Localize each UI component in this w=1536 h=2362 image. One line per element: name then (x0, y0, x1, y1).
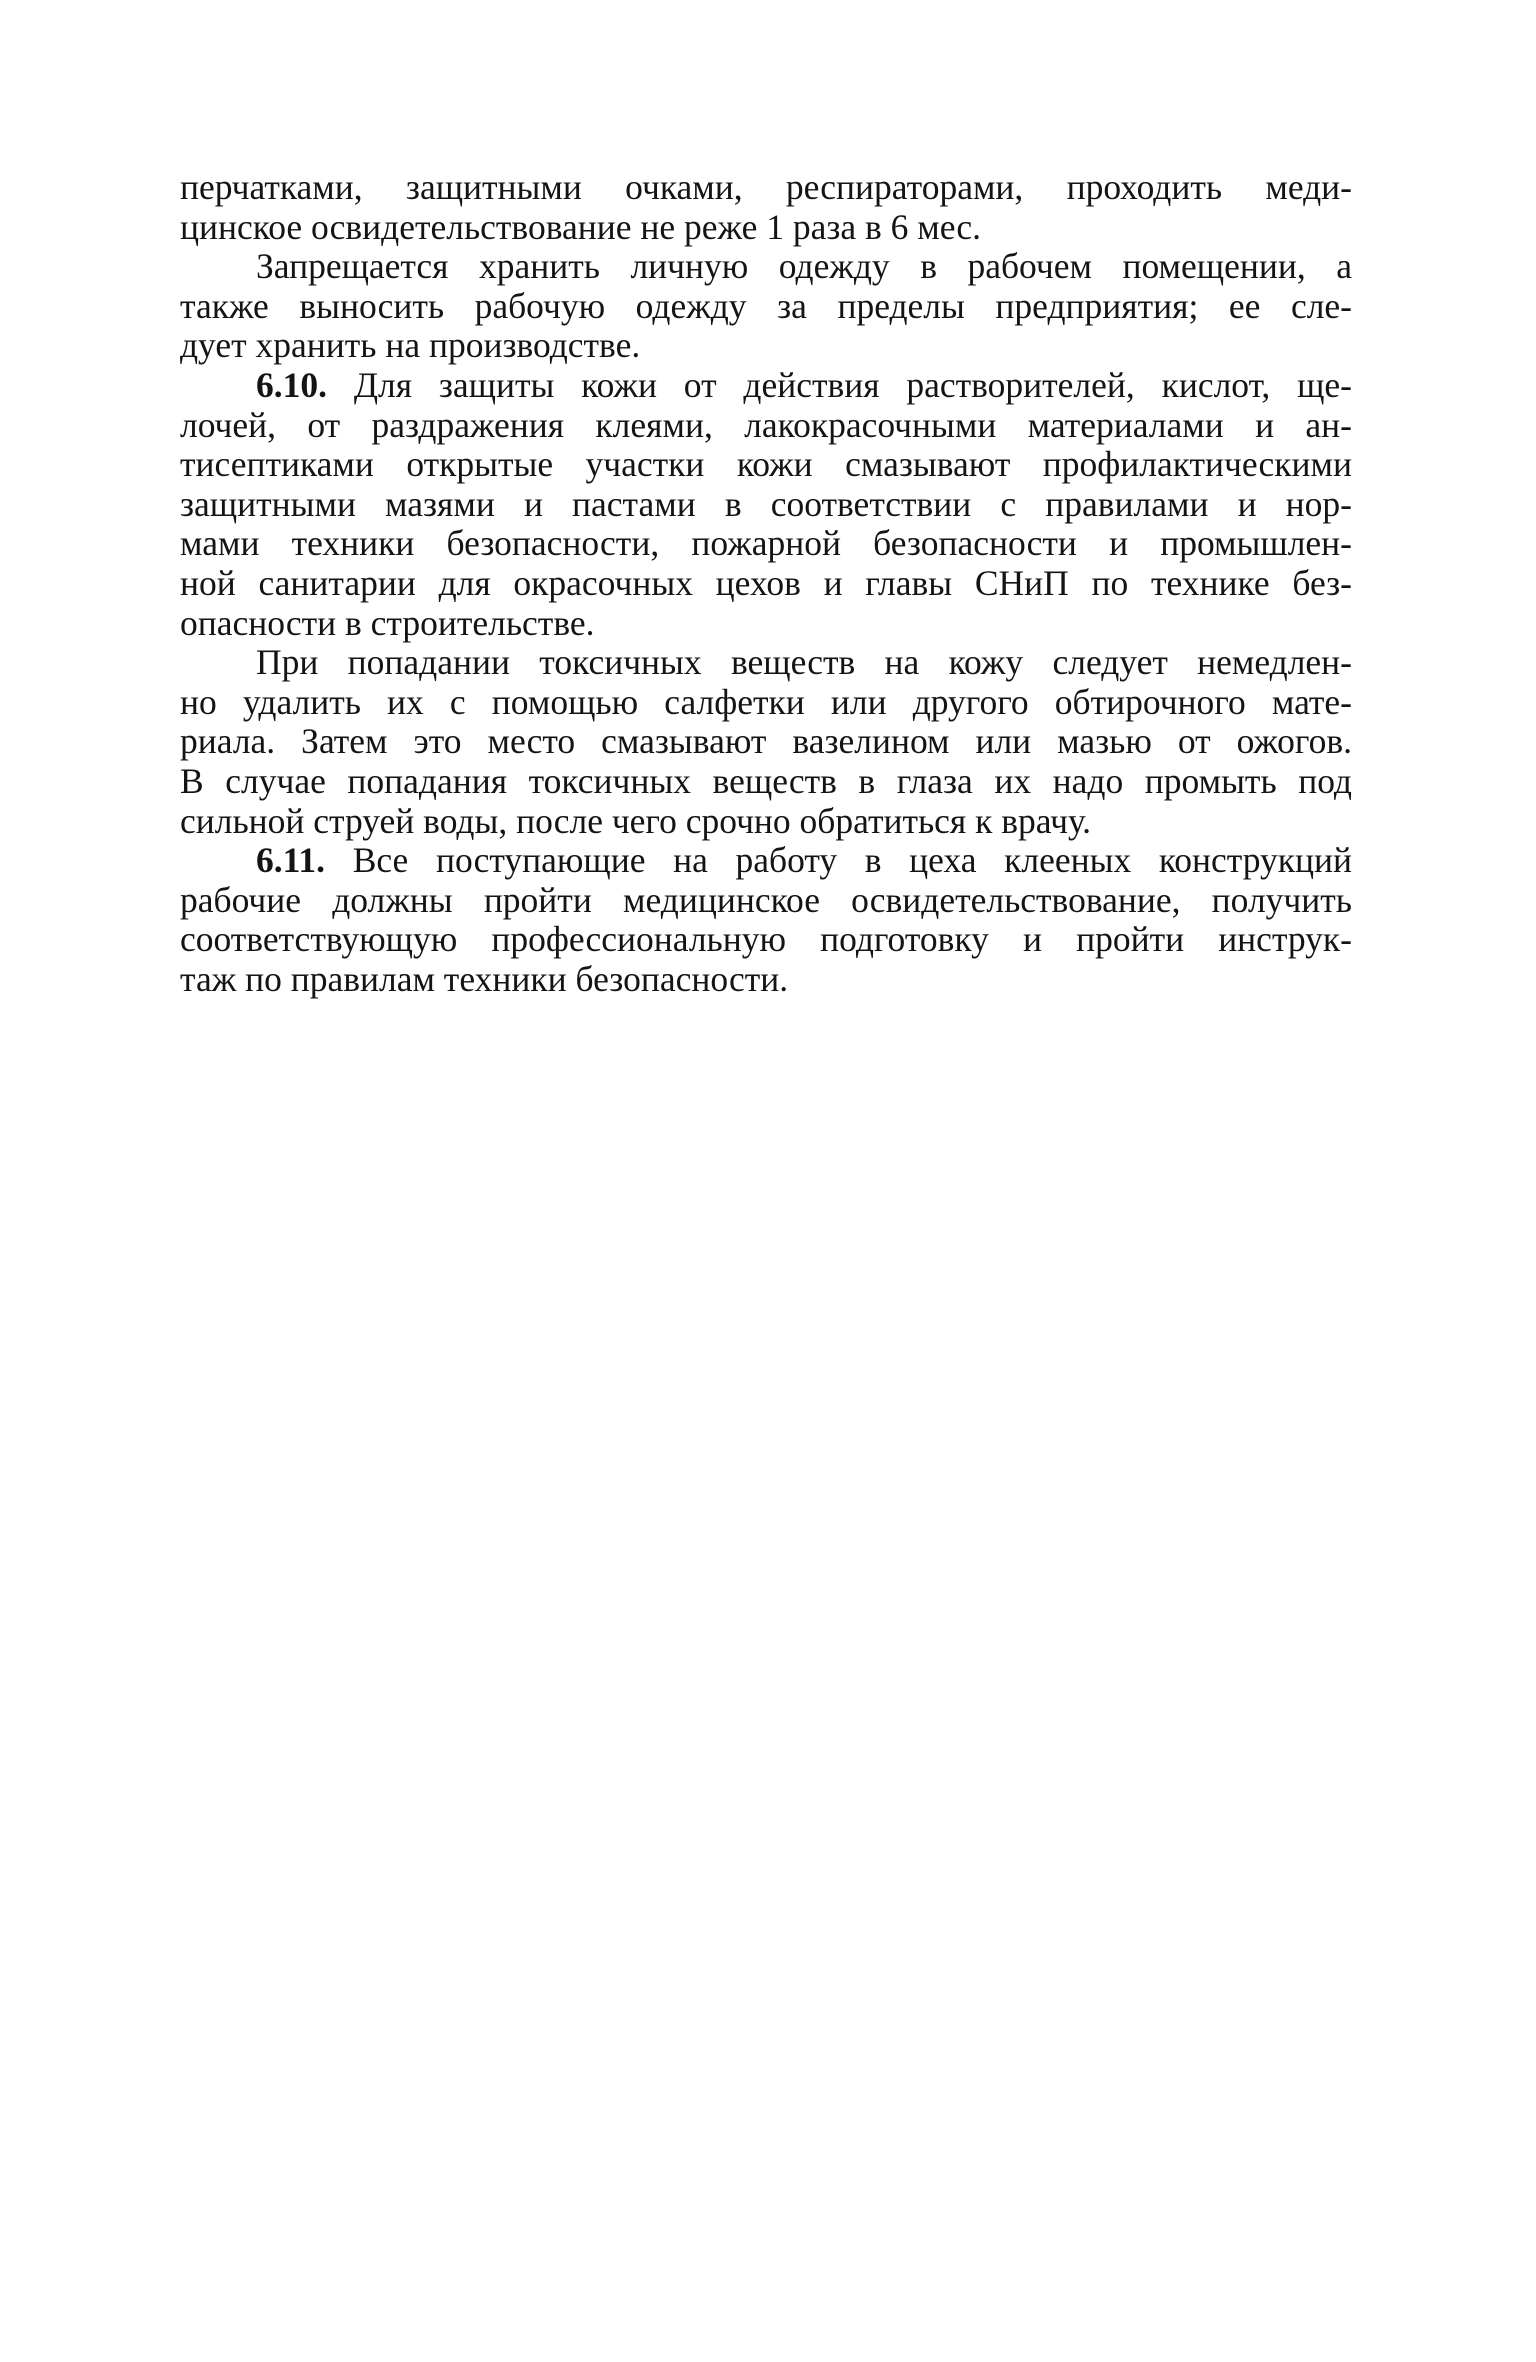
text-line: опасности в строительстве. (180, 603, 595, 643)
paragraph-section-6-11 (180, 841, 1352, 999)
text-line: соответствующую профессиональную подготовку и пройти инструк- (180, 920, 1352, 960)
text-line: также выносить рабочую одежду за пределы предприятия; ее сле- (180, 286, 1352, 326)
text-line: рабочие должны пройти медицинское освидетельствование, получить (180, 880, 1352, 920)
text-line: В случае попадания токсичных веществ в глаза их надо промыть под (180, 761, 1352, 801)
text-line: риала. Затем это место смазывают вазелином или мазью от ожогов. (180, 722, 1352, 762)
text-line: цинское освидетельствование не реже 1 раза в 6 мес. (180, 207, 981, 247)
text-line: Для защиты кожи от действия растворителей, кислот, ще- (353, 365, 1352, 405)
text-line: перчатками, защитными очками, респираторами, проходить меди- (180, 168, 1352, 207)
text-line: Запрещается хранить личную одежду в рабочем помещении, а (256, 247, 1352, 287)
paragraph-section-6-10 (180, 366, 1352, 643)
text-line: но удалить их с помощью салфетки или другого обтирочного мате- (180, 682, 1352, 722)
text-line: таж по правилам техники безопасности. (180, 959, 789, 999)
text-line: При попадании токсичных веществ на кожу следует немедлен- (256, 643, 1352, 683)
text-line-with-section-number (180, 366, 1352, 406)
section-number: 6.10. (256, 365, 327, 405)
paragraph-toxic-contact (180, 643, 1352, 841)
document-page (180, 168, 1352, 999)
paragraph-ppe-medical (180, 168, 1352, 247)
text-line: дует хранить на производстве. (180, 326, 641, 366)
text-line: сильной струей воды, после чего срочно обратиться к врачу. (180, 801, 1092, 841)
text-line: тисептиками открытые участки кожи смазывают профилактическими (180, 445, 1352, 485)
text-line-with-section-number (180, 841, 1352, 881)
text-line: ной санитарии для окрасочных цехов и главы СНиП по технике без- (180, 563, 1352, 603)
text-line: Все поступающие на работу в цеха клееных конструкций (352, 841, 1352, 881)
section-number: 6.11. (256, 841, 326, 881)
text-line: защитными мазями и пастами в соответствии с правилами и нор- (180, 484, 1352, 524)
paragraph-clothing-storage (180, 247, 1352, 366)
text-line: мами техники безопасности, пожарной безопасности и промышлен- (180, 524, 1352, 564)
text-line: лочей, от раздражения клеями, лакокрасочными материалами и ан- (180, 405, 1352, 445)
